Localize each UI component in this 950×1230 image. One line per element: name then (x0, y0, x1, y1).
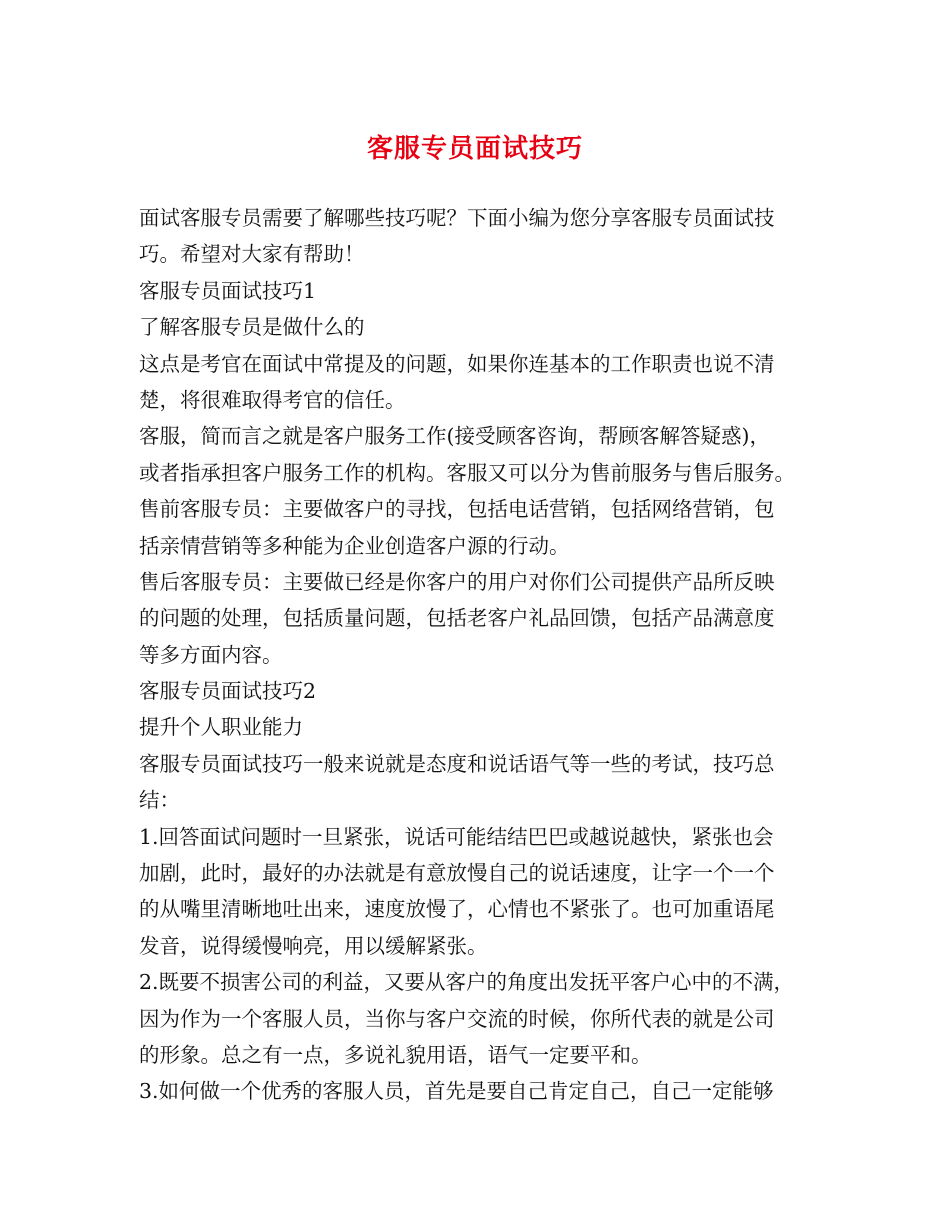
text-line: 括亲情营销等多种能为企业创造客户源的行动。 (139, 533, 570, 558)
text-line: 售前客服专员：主要做客户的寻找，包括电话营销，包括网络营销，包 (139, 497, 775, 522)
text-line: 加剧，此时，最好的办法就是有意放慢自己的说话速度，让字一个一个 (139, 861, 775, 886)
text-line: 的从嘴里清晰地吐出来，速度放慢了，心情也不紧张了。也可加重语尾 (139, 897, 775, 922)
text-line: 发音，说得缓慢响亮，用以缓解紧张。 (139, 933, 488, 958)
subsection-heading: 了解客服专员是做什么的 (139, 315, 365, 340)
text-line: 客服专员面试技巧一般来说就是态度和说话语气等一些的考试，技巧总 (139, 751, 775, 776)
list-item-line: 1.回答面试问题时一旦紧张，说话可能结结巴巴或越说越快，紧张也会 (139, 824, 774, 849)
list-item-line: 3.如何做一个优秀的客服人员，首先是要自己肯定自己，自己一定能够 (139, 1079, 774, 1104)
text-line: 面试客服专员需要了解哪些技巧呢？下面小编为您分享客服专员面试技 (139, 206, 775, 230)
text-line: 结： (139, 788, 180, 813)
section-heading: 客服专员面试技巧2 (139, 679, 317, 704)
text-line: 客服，简而言之就是客户服务工作(接受顾客咨询，帮顾客解答疑惑)， (139, 424, 770, 449)
text-line: 巧。希望对大家有帮助！ (139, 242, 365, 267)
text-line: 等多方面内容。 (139, 642, 283, 667)
text-line: 售后客服专员：主要做已经是你客户的用户对你们公司提供产品所反映 (139, 569, 775, 594)
list-item-line: 2.既要不损害公司的利益，又要从客户的角度出发抚平客户心中的不满， (139, 970, 795, 995)
text-line: 或者指承担客户服务工作的机构。客服又可以分为售前服务与售后服务。 (139, 460, 795, 485)
text-line: 因为作为一个客服人员，当你与客户交流的时候，你所代表的就是公司 (139, 1006, 775, 1031)
document-title: 客服专员面试技巧 (366, 134, 583, 164)
text-line: 这点是考官在面试中常提及的问题，如果你连基本的工作职责也说不清 (139, 351, 775, 376)
document-body (139, 200, 829, 1110)
text-line: 楚，将很难取得考官的信任。 (139, 387, 406, 412)
text-line: 的问题的处理，包括质量问题，包括老客户礼品回馈，包括产品满意度 (139, 606, 775, 631)
section-heading: 客服专员面试技巧1 (139, 278, 317, 303)
text-line: 的形象。总之有一点，多说礼貌用语，语气一定要平和。 (139, 1042, 652, 1067)
subsection-heading: 提升个人职业能力 (139, 715, 303, 740)
